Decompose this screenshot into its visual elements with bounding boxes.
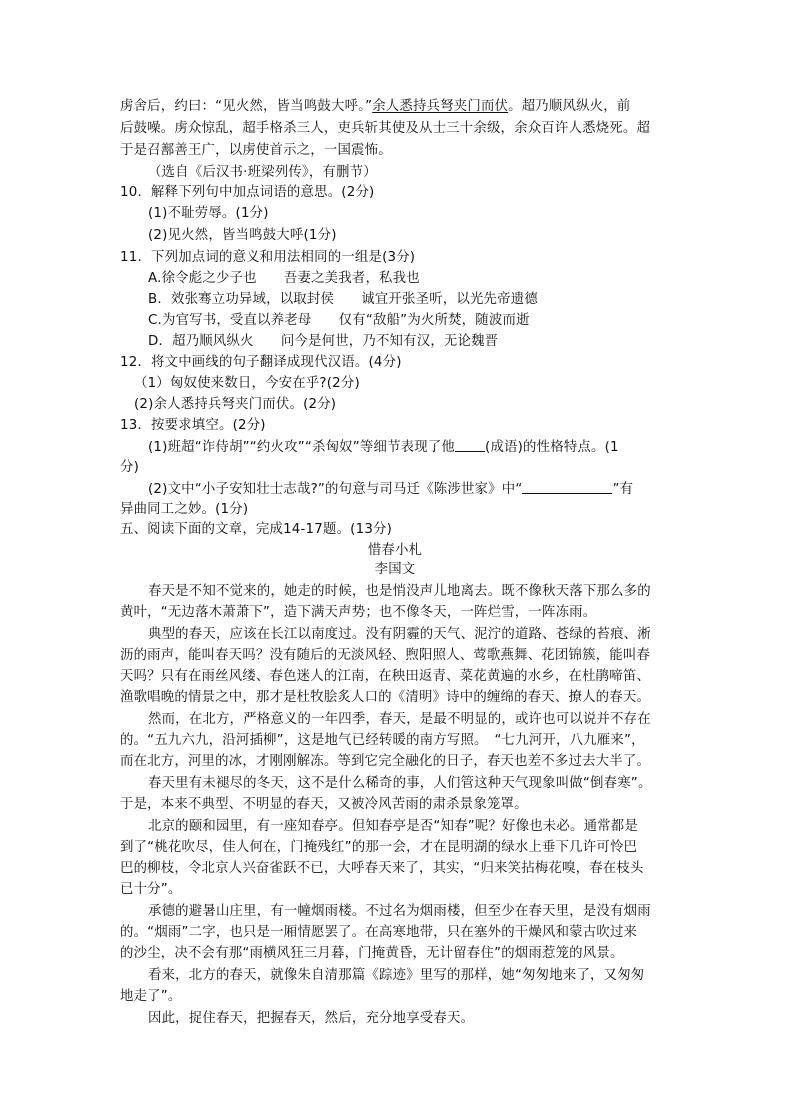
paragraph-5-line: 已十分”。 xyxy=(120,882,182,897)
question-12-stem: 12．将文中画线的句子翻译成现代汉语。(4分) xyxy=(120,355,402,370)
paragraph-5-line: 北京的颐和园里，有一座知春亭。但知春亭是否“知春”呢？好像也未必。通常都是 xyxy=(148,819,638,834)
answer-blank[interactable] xyxy=(522,481,612,494)
answer-blank[interactable] xyxy=(455,439,485,452)
paragraph-6-line: 承德的避暑山庄里，有一幢烟雨楼。不过名为烟雨楼，但至少在春天里，是没有烟雨 xyxy=(148,904,651,919)
article-author: 李国文 xyxy=(374,562,416,577)
question-text: ”有 xyxy=(612,482,634,497)
paragraph-3-line: 然而，在北方，严格意义的一年四季，春天，是最不明显的，或许也可以说并不存在 xyxy=(148,712,651,727)
paragraph-2-line: 天吗？只有在雨丝风缕、春色迷人的江南，在秧田返青、菜花黄遍的水乡，在杜鹃啼笛、 xyxy=(120,669,651,684)
paragraph-3-line: 的。“五九六九，沿河插柳”，这是地气已经转暖的南方写照。 “七九河开，八九雁来”， xyxy=(120,733,645,748)
question-12-item-2: (2)余人悉持兵弩夹门而伏。(2分) xyxy=(134,397,337,412)
paragraph-7-line: 看来，北方的春天，就像朱自清那篇《踪迹》里写的那样，她“匆匆地来了，又匆匆 xyxy=(148,968,645,983)
question-11-stem: 11．下列加点词的意义和用法相同的一组是(3分) xyxy=(120,250,416,265)
paragraph-6-line: 的沙尘，决不会有那“雨横风狂三月暮，门掩黄昏，无计留春住”的烟雨惹笼的风景。 xyxy=(120,946,624,961)
question-11-option-a: A.徐令彪之少子也 吾妻之美我者，私我也 xyxy=(148,271,420,286)
underlined-sentence: 余人悉持兵弩夹门而伏 xyxy=(372,99,509,114)
question-13-item-1-cont: 分) xyxy=(120,460,140,475)
question-10-item-2: (2)见火然，皆当鸣鼓大呼(1分) xyxy=(148,228,337,243)
paragraph-5-line: 到了“桃花吹尽，佳人何在，门掩残红”的那一会，才在昆明湖的绿水上垂下几许可怜巴 xyxy=(120,840,638,855)
paragraph-6-line: 的。“烟雨”二字，也只是一厢情愿罢了。在高寒地带，只在塞外的干燥风和蒙古吹过来 xyxy=(120,925,638,940)
question-text: (1)班超“诈侍胡”“约火攻”“杀匈奴”等细节表现了他 xyxy=(148,440,456,455)
passage-line-3: 于是召鄯善王广，以虏使首示之，一国震怖。 xyxy=(120,143,392,158)
question-11-option-b: B．效张骞立功异域，以取封侯 诚宜开张圣听，以光先帝遗德 xyxy=(148,292,538,307)
paragraph-2-line: 沥的雨声，能叫春天吗？没有随后的无淡风轻、煦阳照人、莺歌燕舞、花团锦簇，能叫春 xyxy=(120,648,651,663)
question-10-stem: 10．解释下列句中加点词语的意思。(2分) xyxy=(120,185,375,200)
paragraph-4-line: 春天里有未褪尽的冬天，这不是什么稀奇的事，人们管这种天气现象叫做“倒春寒”。 xyxy=(148,776,652,791)
question-text: (2)文中“小子安知壮士志哉?”的句意与司马迁《陈涉世家》中“ xyxy=(148,482,523,497)
paragraph-1-line: 春天是不知不觉来的，她走的时候，也是悄没声儿地离去。既不像秋天落下那么多的 xyxy=(148,584,651,599)
question-13-item-2 xyxy=(148,481,633,498)
question-13-item-2-cont: 异曲同工之妙。(1分) xyxy=(120,502,249,517)
question-13-item-1 xyxy=(148,439,619,456)
article-title: 惜春小札 xyxy=(367,543,423,558)
section-5-heading: 五、阅读下面的文章，完成14-17题。(13分) xyxy=(120,522,393,537)
paragraph-4-line: 于是，本来不典型、不明显的春天，又被冷风苦雨的肃杀景象笼罩。 xyxy=(120,797,528,812)
question-11-option-c: C.为官写书，受直以养老母 仅有“敌船”为火所焚，随波而逝 xyxy=(148,313,530,328)
paragraph-1-line: 黄叶，“无边落木萧萧下”，造下满天声势；也不像冬天，一阵烂雪，一阵冻雨。 xyxy=(120,605,597,620)
passage-line-1 xyxy=(120,99,630,115)
paragraph-7-line: 地走了”。 xyxy=(120,989,182,1004)
paragraph-2-line: 渔歌唱晚的情景之中，那才是杜牧脍炙人口的《清明》诗中的缠绵的春天、撩人的春天。 xyxy=(120,690,651,705)
paragraph-2-line: 典型的春天，应该在长江以南度过。没有阴霾的天气、泥泞的道路、苍绿的苔痕、淅 xyxy=(148,627,651,642)
paragraph-3-line: 而在北方，河里的冰，才刚刚解冻。等到它完全融化的日子，春天也差不多过去大半了。 xyxy=(120,754,651,769)
question-10-item-1: (1)不耻劳辱。(1分) xyxy=(148,206,269,221)
passage-text: 虏舍后，约曰：“见火然，皆当鸣鼓大呼。” xyxy=(120,99,373,114)
question-12-item-1: （1）匈奴使来数日，今安在乎?(2分) xyxy=(134,376,360,391)
passage-source: （选自《后汉书·班梁列传》，有删节） xyxy=(148,165,377,180)
paragraph-5-line: 巴的柳枝，令北京人兴奋雀跃不已，大呼春天来了，其实，“归来笑拈梅花嗅，春在枝头 xyxy=(120,861,644,876)
question-text: (成语)的性格特点。(1 xyxy=(485,440,619,455)
question-11-option-d: D．超乃顺风纵火 问今是何世，乃不知有汉，无论魏晋 xyxy=(148,334,499,349)
passage-text: 。超乃顺风纵火，前 xyxy=(508,99,631,114)
question-13-stem: 13．按要求填空。(2分) xyxy=(120,418,266,433)
passage-line-2: 后鼓噪。虏众惊乱，超手格杀三人，吏兵斩其使及从士三十余级，余众百许人悉烧死。超 xyxy=(120,121,651,136)
paragraph-8-line: 因此，捉住春天，把握春天，然后，充分地享受春天。 xyxy=(148,1011,475,1026)
